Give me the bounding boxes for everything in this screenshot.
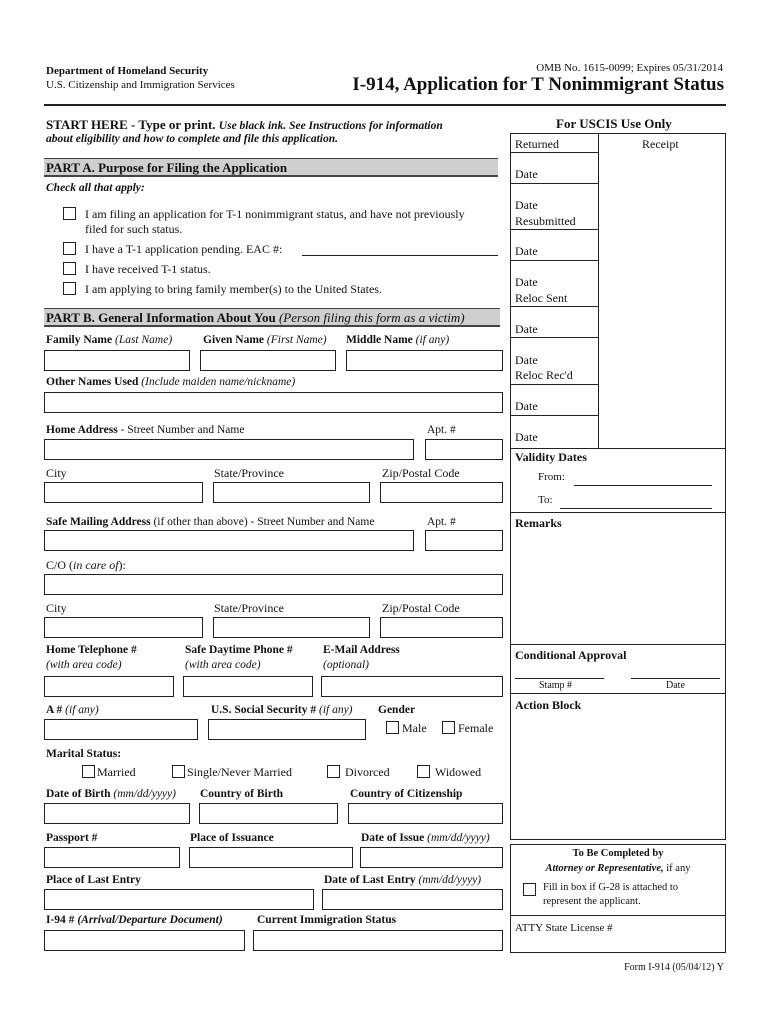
marital-divorced-checkbox[interactable] [327, 765, 340, 778]
home-address-text: Home Address [46, 424, 118, 436]
middle-name-label [346, 334, 449, 346]
email-label: E-Mail Address [323, 644, 400, 656]
intro-line-1 [46, 117, 443, 133]
uscis-date-3: Date [515, 244, 538, 258]
safe-city-label: City [46, 601, 67, 615]
uscis-reloc-sent-label: Reloc Sent [515, 291, 568, 305]
i94-hint: (Arrival/Departure Document) [77, 914, 223, 926]
attorney-if-any: if any [666, 863, 691, 874]
place-issuance-label: Place of Issuance [190, 832, 274, 844]
safe-state-input[interactable] [213, 617, 370, 638]
safe-city-input[interactable] [44, 617, 203, 638]
conditional-date-label: Date [666, 680, 685, 691]
ssn-hint: (if any) [318, 704, 353, 716]
remarks-label: Remarks [515, 516, 562, 530]
ssn-input[interactable] [208, 719, 366, 740]
home-city-input[interactable] [44, 482, 203, 503]
dob-label [46, 788, 176, 800]
marital-widowed-label: Widowed [435, 765, 482, 779]
part-a-header [44, 158, 498, 177]
uscis-resubmitted-label: Resubmitted [515, 214, 576, 228]
a-number-text: A # [46, 704, 63, 716]
option-pending-checkbox[interactable] [63, 242, 76, 255]
family-name-label [46, 334, 172, 346]
eac-number-field[interactable] [302, 255, 498, 256]
part-b-header [44, 308, 500, 327]
middle-name-hint: (if any) [415, 334, 450, 346]
marital-divorced-label: Divorced [345, 765, 390, 779]
home-phone-input[interactable] [44, 676, 174, 697]
attorney-line [511, 863, 725, 874]
attorney-block [510, 844, 726, 916]
uscis-date-6: Date [515, 353, 538, 367]
given-name-label [203, 334, 327, 346]
uscis-date-7: Date [515, 399, 538, 413]
uscis-date-1: Date [515, 167, 538, 181]
uscis-returned-label: Returned [515, 137, 559, 151]
action-block[interactable] [510, 693, 726, 840]
i94-text: I-94 # [46, 914, 75, 926]
uscis-tracking-block [510, 133, 726, 449]
option-family-checkbox[interactable] [63, 282, 76, 295]
safe-mailing-label [46, 516, 374, 528]
uscis-date-2: Date [515, 198, 538, 212]
home-state-label: State/Province [214, 466, 284, 480]
family-name-hint: (Last Name) [114, 334, 173, 346]
atty-license-label: ATTY State License # [515, 922, 613, 934]
current-status-label: Current Immigration Status [257, 914, 397, 926]
g28-label: Fill in box if G-28 is attached to [543, 882, 679, 893]
atty-license-block[interactable] [510, 915, 726, 953]
dob-text: Date of Birth [46, 788, 111, 800]
home-phone-label: Home Telephone # [46, 644, 137, 656]
validity-dates-block [510, 448, 726, 513]
family-name-input[interactable] [44, 350, 190, 371]
home-address-label [46, 424, 244, 436]
home-apt-input[interactable] [425, 439, 503, 460]
uscis-receipt-label: Receipt [642, 137, 679, 151]
home-apt-label: Apt. # [427, 424, 456, 436]
uscis-date-8: Date [515, 430, 538, 444]
co-input[interactable] [44, 574, 503, 595]
safe-phone-label: Safe Daytime Phone # [185, 644, 293, 656]
uscis-row-rule [511, 384, 598, 385]
to-be-completed-label: To Be Completed by [572, 848, 664, 859]
validity-from-field[interactable] [574, 485, 712, 486]
gender-label: Gender [378, 704, 416, 716]
date-issue-label [361, 832, 490, 844]
uscis-row-rule [511, 229, 598, 230]
validity-dates-label: Validity Dates [515, 450, 587, 464]
email-input[interactable] [321, 676, 503, 697]
given-name-hint: (First Name) [266, 334, 327, 346]
uscis-row-rule [511, 260, 598, 261]
date-last-entry-hint: (mm/dd/yyyy) [418, 874, 482, 886]
uscis-row-rule [511, 183, 598, 184]
other-names-input[interactable] [44, 392, 503, 413]
option-new-application-label-2: filed for such status. [85, 222, 183, 236]
dob-hint: (mm/dd/yyyy) [113, 788, 176, 800]
a-number-hint: (if any) [65, 704, 99, 716]
co-end: ): [118, 558, 126, 572]
country-citizenship-label: Country of Citizenship [350, 788, 463, 800]
option-new-application-checkbox[interactable] [63, 207, 76, 220]
safe-apt-input[interactable] [425, 530, 503, 551]
safe-mailing-hint: (if other than above) - Street Number and Name [153, 516, 375, 528]
home-zip-label: Zip/Postal Code [382, 466, 460, 480]
uscis-row-rule [511, 415, 598, 416]
attorney-text: Attorney or Representative, [545, 863, 664, 874]
gender-male-checkbox[interactable] [386, 721, 399, 734]
safe-apt-label: Apt. # [427, 516, 456, 528]
other-names-hint: (Include maiden name/nickname) [141, 376, 296, 388]
uscis-column-divider [598, 134, 599, 448]
co-label [46, 558, 126, 573]
part-a-title: PART A. Purpose for Filing the Application [46, 160, 288, 175]
uscis-reloc-recd-label: Reloc Rec'd [515, 368, 573, 382]
validity-from-label: From: [538, 471, 565, 483]
option-new-application-label: I am filing an application for T-1 nonimmigrant status, and have not previously [85, 207, 465, 221]
country-birth-input[interactable] [199, 803, 338, 824]
current-status-input[interactable] [253, 930, 503, 951]
i94-label [46, 914, 223, 926]
country-citizenship-input[interactable] [348, 803, 503, 824]
safe-state-label: State/Province [214, 601, 284, 615]
middle-name-text: Middle Name [346, 334, 413, 346]
uscis-date-5: Date [515, 322, 538, 336]
passport-label: Passport # [46, 832, 98, 844]
email-hint: (optional) [323, 659, 369, 671]
header-rule [44, 104, 726, 106]
uscis-row-rule [511, 337, 598, 338]
stamp-label: Stamp # [539, 680, 573, 691]
instructions-text-2: about eligibility and how to complete and file this application. [46, 133, 338, 145]
marital-married-label: Married [97, 765, 136, 779]
date-field[interactable] [631, 678, 720, 679]
passport-input[interactable] [44, 847, 180, 868]
omb-number: OMB No. 1615-0099; Expires 05/31/2014 [536, 62, 723, 74]
safe-phone-input[interactable] [183, 676, 313, 697]
co-text: C/O ( [46, 558, 73, 572]
action-block-label: Action Block [515, 698, 582, 712]
option-pending-label: I have a T-1 application pending. EAC #: [85, 242, 283, 256]
place-issuance-input[interactable] [189, 847, 353, 868]
home-state-input[interactable] [213, 482, 370, 503]
ssn-text: U.S. Social Security # [211, 704, 317, 716]
conditional-approval-label: Conditional Approval [515, 648, 627, 662]
date-issue-text: Date of Issue [361, 832, 425, 844]
a-number-label [46, 704, 99, 716]
date-last-entry-text: Date of Last Entry [324, 874, 416, 886]
country-birth-label: Country of Birth [200, 788, 284, 800]
part-b-title: PART B. General Information About You [46, 310, 276, 325]
marital-status-label: Marital Status: [46, 748, 122, 760]
stamp-field[interactable] [515, 678, 604, 679]
option-received-label: I have received T-1 status. [85, 262, 211, 276]
co-hint: in care of [73, 558, 119, 572]
option-family-label: I am applying to bring family member(s) to the United States. [85, 282, 382, 296]
home-address-hint: - Street Number and Name [120, 424, 245, 436]
middle-name-input[interactable] [346, 350, 503, 371]
other-names-label [46, 376, 295, 388]
gender-male-label: Male [402, 721, 427, 735]
place-last-entry-label: Place of Last Entry [46, 874, 141, 886]
option-received-checkbox[interactable] [63, 262, 76, 275]
safe-zip-input[interactable] [380, 617, 503, 638]
marital-single-label: Single/Never Married [187, 765, 292, 779]
instructions-text-1: Use black ink. See Instructions for information [218, 120, 443, 132]
g28-checkbox[interactable] [523, 883, 536, 896]
g28-label-2: represent the applicant. [543, 896, 641, 907]
marital-widowed-checkbox[interactable] [417, 765, 430, 778]
date-issue-hint: (mm/dd/yyyy) [427, 832, 490, 844]
safe-zip-label: Zip/Postal Code [382, 601, 460, 615]
validity-to-label: To: [538, 494, 553, 506]
safe-mailing-text: Safe Mailing Address [46, 516, 151, 528]
validity-to-field[interactable] [560, 508, 712, 509]
start-here-label: START HERE - Type or print. [46, 117, 216, 132]
other-names-text: Other Names Used [46, 376, 139, 388]
safe-street-input[interactable] [44, 530, 414, 551]
gender-female-label: Female [458, 721, 494, 735]
place-last-entry-input[interactable] [44, 889, 314, 910]
date-last-entry-label [324, 874, 481, 886]
date-last-entry-input[interactable] [322, 889, 503, 910]
uscis-row-rule [511, 152, 598, 153]
home-city-label: City [46, 466, 67, 480]
form-footer-id: Form I-914 (05/04/12) Y [624, 962, 724, 973]
uscis-date-4: Date [515, 275, 538, 289]
uscis-title: For USCIS Use Only [556, 116, 672, 131]
marital-married-checkbox[interactable] [82, 765, 95, 778]
ssn-label [211, 704, 353, 716]
part-b-title-suffix: (Person filing this form as a victim) [278, 310, 465, 325]
i94-input[interactable] [44, 930, 245, 951]
home-phone-hint: (with area code) [46, 659, 122, 671]
subagency-name: U.S. Citizenship and Immigration Services [46, 79, 235, 91]
home-zip-input[interactable] [380, 482, 503, 503]
family-name-text: Family Name [46, 334, 113, 346]
dob-input[interactable] [44, 803, 190, 824]
conditional-approval-block [510, 644, 726, 694]
agency-name: Department of Homeland Security [46, 65, 209, 77]
marital-single-checkbox[interactable] [172, 765, 185, 778]
uscis-row-rule [511, 306, 598, 307]
remarks-block[interactable] [510, 512, 726, 645]
gender-female-checkbox[interactable] [442, 721, 455, 734]
form-title: I-914, Application for T Nonimmigrant Status [352, 74, 724, 95]
part-b-title-wrap [46, 310, 465, 326]
check-all-label: Check all that apply: [46, 182, 145, 194]
date-issue-input[interactable] [360, 847, 503, 868]
given-name-text: Given Name [203, 334, 265, 346]
a-number-input[interactable] [44, 719, 198, 740]
safe-phone-hint: (with area code) [185, 659, 261, 671]
given-name-input[interactable] [200, 350, 336, 371]
home-street-input[interactable] [44, 439, 414, 460]
